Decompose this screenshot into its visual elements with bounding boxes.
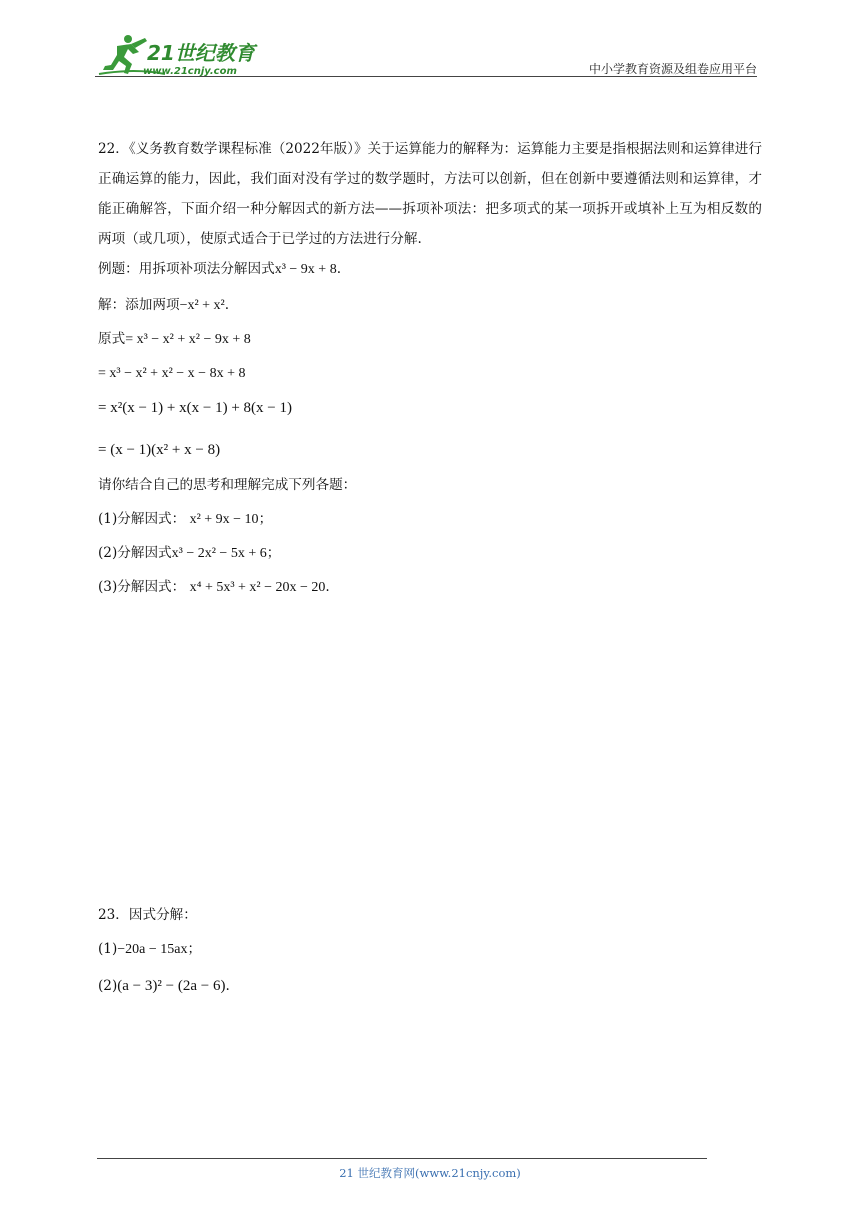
step1-expression: = x³ − x² + x² − 9x + 8 [125,332,251,347]
footer-divider [97,1158,707,1159]
q22-step-1 [98,326,762,352]
example-label: 例题：用拆项补项法分解因式 [98,261,275,277]
q22-intro: 22．《义务教育数学课程标准（2022年版）》关于运算能力的解释为：运算能力主要是指根据法则和运算律进行正确运算的能力，因此，我们面对没有学过的数学题时，方法可以创新，但在创新中要遵循法则和运算律，才能正确解答，下面介绍一种分解因式的新方法——拆项补项法：把多项式的某一项拆开或填补上互为相反数的两项（或几项），使原式适合于已学过的方法进行分解. [98,141,762,247]
q23-part1-expression: −20a − 15ax [117,942,188,957]
solution-expression: −x² + x² [179,298,225,313]
step1-label: 原式 [98,331,126,347]
q23-part2-expression: (a − 3)² − (2a − 6) [117,978,226,994]
logo-url: www.21cnjy.com [143,66,237,77]
part1-label: (1)分解因式： [98,511,186,527]
q23-part2-label: (2) [98,978,118,994]
q22-part-3: (3)分解因式： x⁴ + 5x³ + x² − 20x − 20. [98,579,330,595]
logo-21cnjy [95,30,265,78]
q22-example: 例题：用拆项补项法分解因式x³ − 9x + 8. [98,261,342,277]
part3-label: (3)分解因式： [98,579,186,595]
q22-step-2 [98,360,762,386]
question-22 [98,134,762,600]
footer-link[interactable]: 21 世纪教育网(www.21cnjy.com) [339,1166,521,1180]
question-23 [98,902,762,1006]
q22-prompt: 请你结合自己的思考和理解完成下列各题： [98,477,357,493]
solution-label: 解：添加两项 [98,297,180,313]
part2-label: (2)分解因式 [98,545,172,561]
q22-step-4 [98,430,762,470]
step4-expression: = (x − 1)(x² + x − 8) [98,442,221,458]
q23-part-2: (2)(a − 3)² − (2a − 6). [98,978,230,994]
q22-solution: 解：添加两项−x² + x². [98,297,230,313]
example-expression: x³ − 9x + 8 [274,262,337,277]
part2-expression: x³ − 2x² − 5x + 6 [171,546,267,561]
step3-expression: = x²(x − 1) + x(x − 1) + 8(x − 1) [98,400,292,416]
q23-part1-label: (1) [98,941,118,957]
q22-step-3 [98,388,762,428]
q22-part-1: (1)分解因式： x² + 9x − 10； [98,511,273,527]
part3-expression: x⁴ + 5x³ + x² − 20x − 20 [189,580,326,595]
logo-title: 21世纪教育 [147,41,255,65]
platform-name: 中小学教育资源及组卷应用平台 [588,62,757,76]
page-header [95,30,757,78]
part1-expression: x² + 9x − 10 [189,512,259,527]
q22-part-2: (2)分解因式x³ − 2x² − 5x + 6； [98,545,281,561]
step2-expression: = x³ − x² + x² − x − 8x + 8 [98,366,246,381]
q23-title: 23．因式分解： [98,907,197,923]
header-divider [95,76,757,77]
q23-part-1: (1)−20a − 15ax； [98,941,202,957]
